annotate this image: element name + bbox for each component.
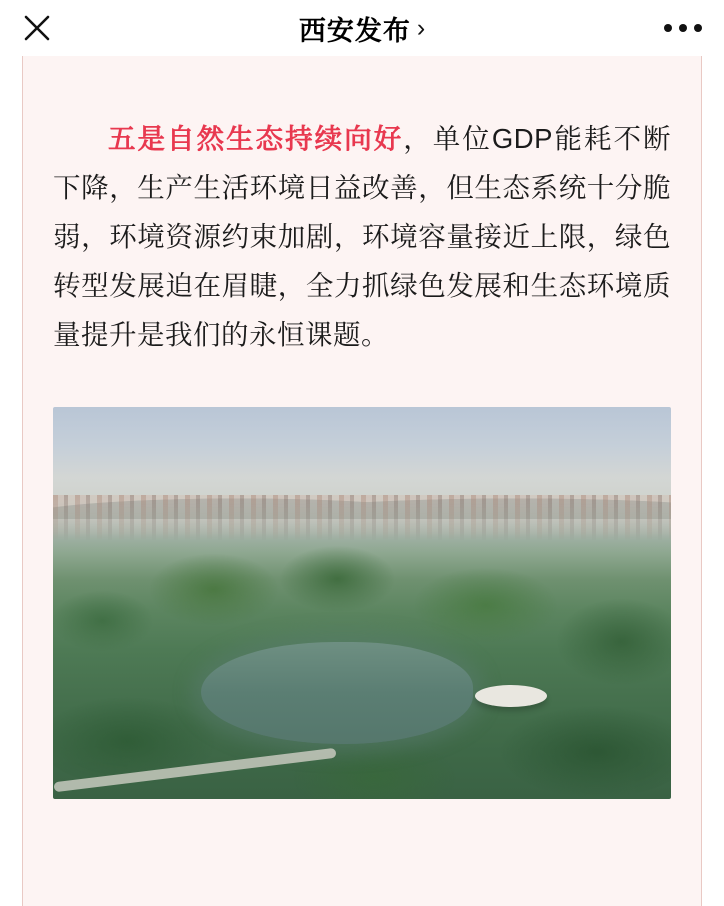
article-paragraph <box>53 114 671 359</box>
photo-lake <box>201 642 473 744</box>
photo-city-skyline <box>53 495 671 541</box>
more-dot-1 <box>664 24 672 32</box>
more-dot-2 <box>679 24 687 32</box>
paragraph-text: ，单位GDP能耗不断下降，生产生活环境日益改善，但生态系统十分脆弱，环境资源约束加剧，环境容量接近上限，绿色转型发展迫在眉睫，全力抓绿色发展和生态环境质量提升是我们的永恒课题。 <box>53 123 672 350</box>
account-title-button[interactable] <box>299 9 425 48</box>
more-options-button[interactable] <box>664 24 702 32</box>
page-title: 西安发布 <box>298 15 411 46</box>
article-photo <box>53 407 671 799</box>
card-bottom-spacer <box>23 880 701 906</box>
more-dot-3 <box>694 24 702 32</box>
photo-scene <box>53 407 671 799</box>
close-icon[interactable] <box>20 11 54 45</box>
chevron-right-icon: › <box>416 14 426 42</box>
paragraph-highlight: 五是自然生态持续向好 <box>108 123 404 154</box>
article-body <box>0 56 724 906</box>
top-navigation-bar <box>0 0 724 56</box>
article-card <box>22 56 702 906</box>
